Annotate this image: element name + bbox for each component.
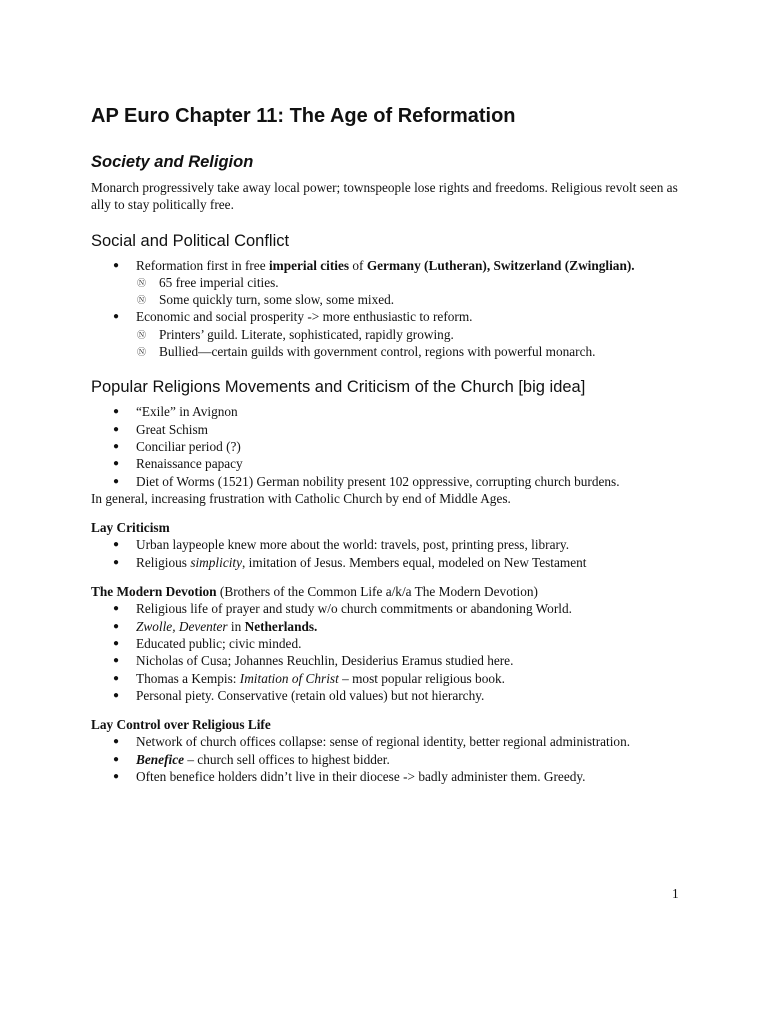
section-heading-lay-control: Lay Control over Religious Life xyxy=(91,717,271,733)
sub-list-item: Ⓝ Printers’ guild. Literate, sophisticated, rapidly growing. xyxy=(91,326,679,343)
conflict-list xyxy=(91,257,679,361)
document-body xyxy=(91,103,679,785)
page-number: 1 xyxy=(672,886,679,901)
list-item: ● Reformation first in free imperial cities of Germany (Lutheran), Switzerland (Zwinglian). xyxy=(91,257,679,274)
sub-list-item: Ⓝ 65 free imperial cities. xyxy=(91,274,679,291)
list-item: ● Diet of Worms (1521) German nobility present 102 oppressive, corrupting church burdens. xyxy=(91,473,679,490)
list-item: ● Personal piety. Conservative (retain old values) but not hierarchy. xyxy=(91,687,679,704)
section-paragraph-society: Monarch progressively take away local power; townspeople lose rights and freedoms. Religious revolt seen as ally to stay politically free. xyxy=(91,180,678,213)
list-item: ● Conciliar period (?) xyxy=(91,438,679,455)
list-item: ● Religious life of prayer and study w/o church commitments or abandoning World. xyxy=(91,600,679,617)
lay-criticism-list xyxy=(91,536,679,571)
list-item: ● “Exile” in Avignon xyxy=(91,403,679,420)
modern-devotion-list xyxy=(91,600,679,704)
section-heading-conflict: Social and Political Conflict xyxy=(91,231,290,250)
list-item: ● Renaissance papacy xyxy=(91,455,679,472)
page-title: AP Euro Chapter 11: The Age of Reformation xyxy=(91,105,516,127)
list-item: ● Economic and social prosperity -> more enthusiastic to reform. xyxy=(91,308,679,325)
list-item: ● Network of church offices collapse: sense of regional identity, better regional administration. xyxy=(91,733,679,750)
sub-list-item: Ⓝ Bullied—certain guilds with government control, regions with powerful monarch. xyxy=(91,343,679,360)
list-item: ● Thomas a Kempis: Imitation of Christ – most popular religious book. xyxy=(91,670,679,687)
list-item: ● Great Schism xyxy=(91,421,679,438)
section-heading-society: Society and Religion xyxy=(91,153,254,171)
popular-movements-list xyxy=(91,403,679,489)
list-item: ● Religious simplicity, imitation of Jesus. Members equal, modeled on New Testament xyxy=(91,554,679,571)
list-item: ● Often benefice holders didn’t live in their diocese -> badly administer them. Greedy. xyxy=(91,768,679,785)
lay-control-list xyxy=(91,733,679,785)
section-heading-lay-criticism: Lay Criticism xyxy=(91,520,170,536)
list-item: ● Educated public; civic minded. xyxy=(91,635,679,652)
section-heading-popular-movements: Popular Religions Movements and Criticism of the Church [big idea] xyxy=(91,378,586,397)
list-item: ● Benefice – church sell offices to highest bidder. xyxy=(91,751,679,768)
list-item: ● Nicholas of Cusa; Johannes Reuchlin, Desiderius Eramus studied here. xyxy=(91,652,679,669)
section-paragraph-general: In general, increasing frustration with Catholic Church by end of Middle Ages. xyxy=(91,490,511,506)
section-heading-modern-devotion: The Modern Devotion (Brothers of the Common Life a/k/a The Modern Devotion) xyxy=(91,584,538,600)
list-item: ● Urban laypeople knew more about the world: travels, post, printing press, library. xyxy=(91,536,679,553)
list-item: ● Zwolle, Deventer in Netherlands. xyxy=(91,618,679,635)
sub-list-item: Ⓝ Some quickly turn, some slow, some mixed. xyxy=(91,291,679,308)
